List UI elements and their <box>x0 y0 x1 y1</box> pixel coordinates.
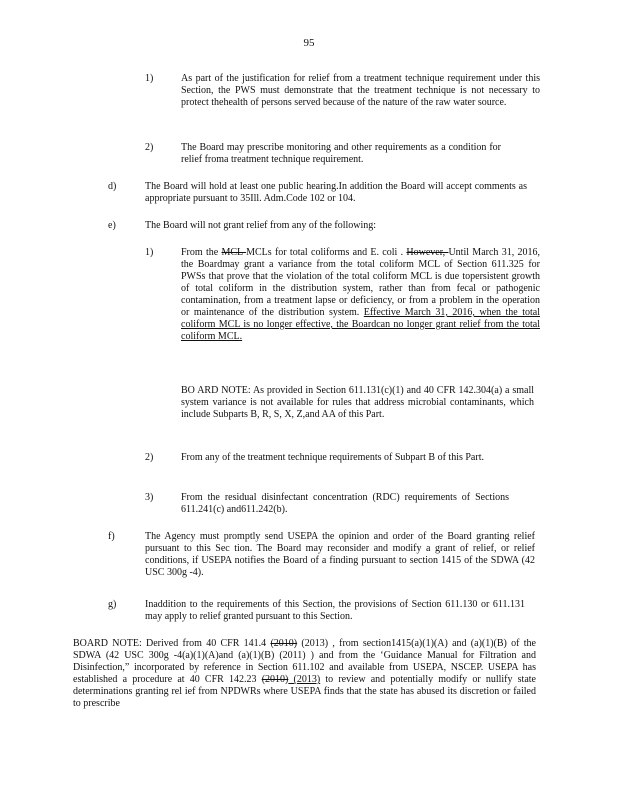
item-label: 1) <box>145 73 154 84</box>
text-segment: BOARD NOTE: Derived from 40 CFR 141.4 <box>73 638 271 649</box>
item-label: f) <box>108 531 115 542</box>
paragraph: As part of the justification for relief from a treatment technique requirement under this Section, the PWS must demonstrate that the treatment technique is not necessary to protect thehealth of persons served because of the nature of the raw water source. <box>181 73 540 108</box>
item-label: e) <box>108 220 116 231</box>
deleted-text: (2010) <box>270 638 298 649</box>
item-text <box>145 531 535 579</box>
item-text <box>145 181 527 205</box>
item-text <box>181 142 501 166</box>
page-number: 95 <box>303 37 315 49</box>
paragraph: Inaddition to the requirements of this Section, the provisions of Section 611.130 or 611.131 may apply to relief granted pursuant to this Section. <box>145 599 525 622</box>
item-text <box>145 220 527 232</box>
item-label: 2) <box>145 142 154 153</box>
text-segment: Until March 31, 2016, the Boardmay grant a variance from the total coliform MCL of Section 611.325 for PWSs that prove that the violation of the total coliform MCL is due topersistent growth of total coliform in the distribution system, rather than from fecal or pathogenic contamination, from a treatment lapse or deficiency, or from a problem in the operation or maintenance of the distribution system. <box>181 247 541 318</box>
paragraph <box>73 638 536 710</box>
inserted-text: (2013) <box>288 674 321 685</box>
item-label: 3) <box>145 492 154 503</box>
item-text <box>181 385 534 421</box>
text-segment: (2013) , from section1415(a)(1)(A) and (a)(1)(B) of the SDWA (42 USC 300g -4(a)(1)(A)and (a)(1)(B) (2011) ) and from the ‘Guidance Manual for Filtration and Disinfection,” incorporated by reference in Section 611.102 and available from USEPA, NSCEP. USEPA has established a procedure at 40 CFR 142.23 <box>73 638 536 685</box>
board-note-inline: BO ARD NOTE: As provided in Section 611.131(c)(1) and 40 CFR 142.304(a) a small system variance is not available for rules that address microbial contaminants, which include Subparts B, R, S, X, Z,and AA of this Part. <box>181 385 534 420</box>
item-label: 1) <box>145 247 154 258</box>
paragraph <box>181 247 540 343</box>
item-text <box>181 452 518 464</box>
paragraph: From any of the treatment technique requirements of Subpart B of this Part. <box>181 452 484 463</box>
item-text <box>181 492 509 516</box>
text-segment: From the <box>181 247 222 258</box>
paragraph: From the residual disinfectant concentration (RDC) requirements of Sections 611.241(c) and611.242(b). <box>181 492 509 515</box>
paragraph: The Board will hold at least one public hearing.In addition the Board will accept comments as appropriate pursuant to 35Ill. Adm.Code 102 or 104. <box>145 181 527 204</box>
text-segment: MCLs for total coliforms and E. coli . <box>246 247 407 258</box>
deleted-text: However, <box>406 247 449 258</box>
paragraph: The Agency must promptly send USEPA the opinion and order of the Board granting relief pursuant to this Sec tion. The Board may reconsider and modify a grant of relief, or relief conditions, if USEPA notifies the Board of a finding pursuant to section 1415 of the SDWA (42 USC 300g -4). <box>145 531 535 578</box>
item-label: 2) <box>145 452 154 463</box>
inserted-text: Effective March 31, 2016, when the total coliform MCL is no longer effective, the Boardcan no longer grant relief from the total coliform MCL. <box>181 307 540 342</box>
deleted-text: MCL <box>221 247 247 258</box>
paragraph: The Board may prescribe monitoring and other requirements as a condition for relief froma treatment technique requirement. <box>181 142 501 165</box>
board-note <box>73 638 536 710</box>
item-label: g) <box>108 599 117 610</box>
text-segment: to review and potentially modify or nullify state determinations granting rel ief from NPDWRs where USEPA finds that the state has abused its discretion or failed to prescribe <box>73 674 536 709</box>
item-text <box>181 247 540 343</box>
deleted-text: (2010) <box>261 674 289 685</box>
item-label: d) <box>108 181 117 192</box>
item-text <box>145 599 525 623</box>
item-text <box>181 73 540 109</box>
paragraph: The Board will not grant relief from any of the following: <box>145 220 377 231</box>
